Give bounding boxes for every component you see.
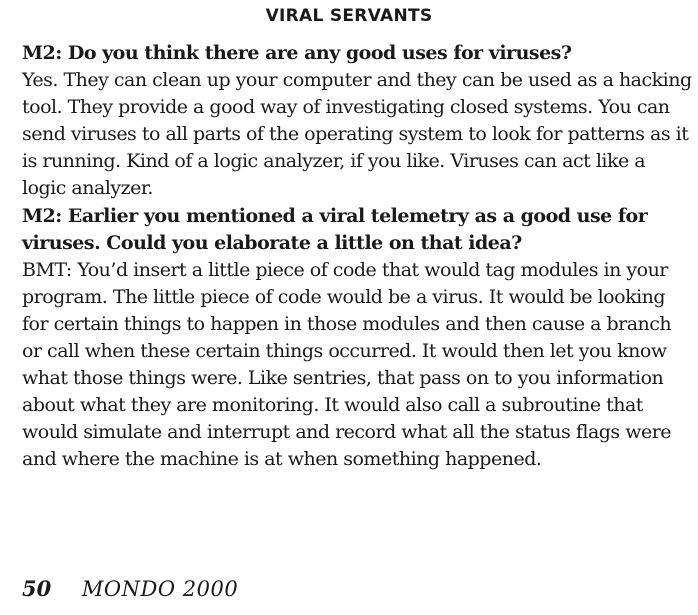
question-2: M2: Earlier you mentioned a viral telemetry as a good use for viruses. Could you elaborate a little on that idea?	[22, 204, 648, 254]
magazine-name: MONDO 2000	[81, 577, 239, 601]
page-footer	[22, 576, 238, 601]
answer-1: Yes. They can clean up your computer and they can be used as a hacking tool. They provide a good way of investigating closed systems. You can send viruses to all parts of the operating system to look for patterns as it is running. Kind of a logic analyzer, if you like. Viruses can act like a logic analyzer.	[22, 69, 692, 200]
answer-2: BMT: You’d insert a little piece of code that would tag modules in your program. The little piece of code would be a virus. It would be looking for certain things to happen in those modules and then cause a branch or call when these certain things occurred. It would then let you know what those things were. Like sentries, that pass on to you information about what they are monitoring. It would also call a subroutine that would simulate and interrupt and record what all the status flags were and where the machine is at when something happened.	[22, 258, 672, 471]
interview-body	[22, 40, 694, 474]
question-1: M2: Do you think there are any good uses for viruses?	[22, 42, 572, 64]
page-number: 50	[22, 576, 52, 601]
article-title: VIRAL SERVANTS	[265, 6, 433, 26]
